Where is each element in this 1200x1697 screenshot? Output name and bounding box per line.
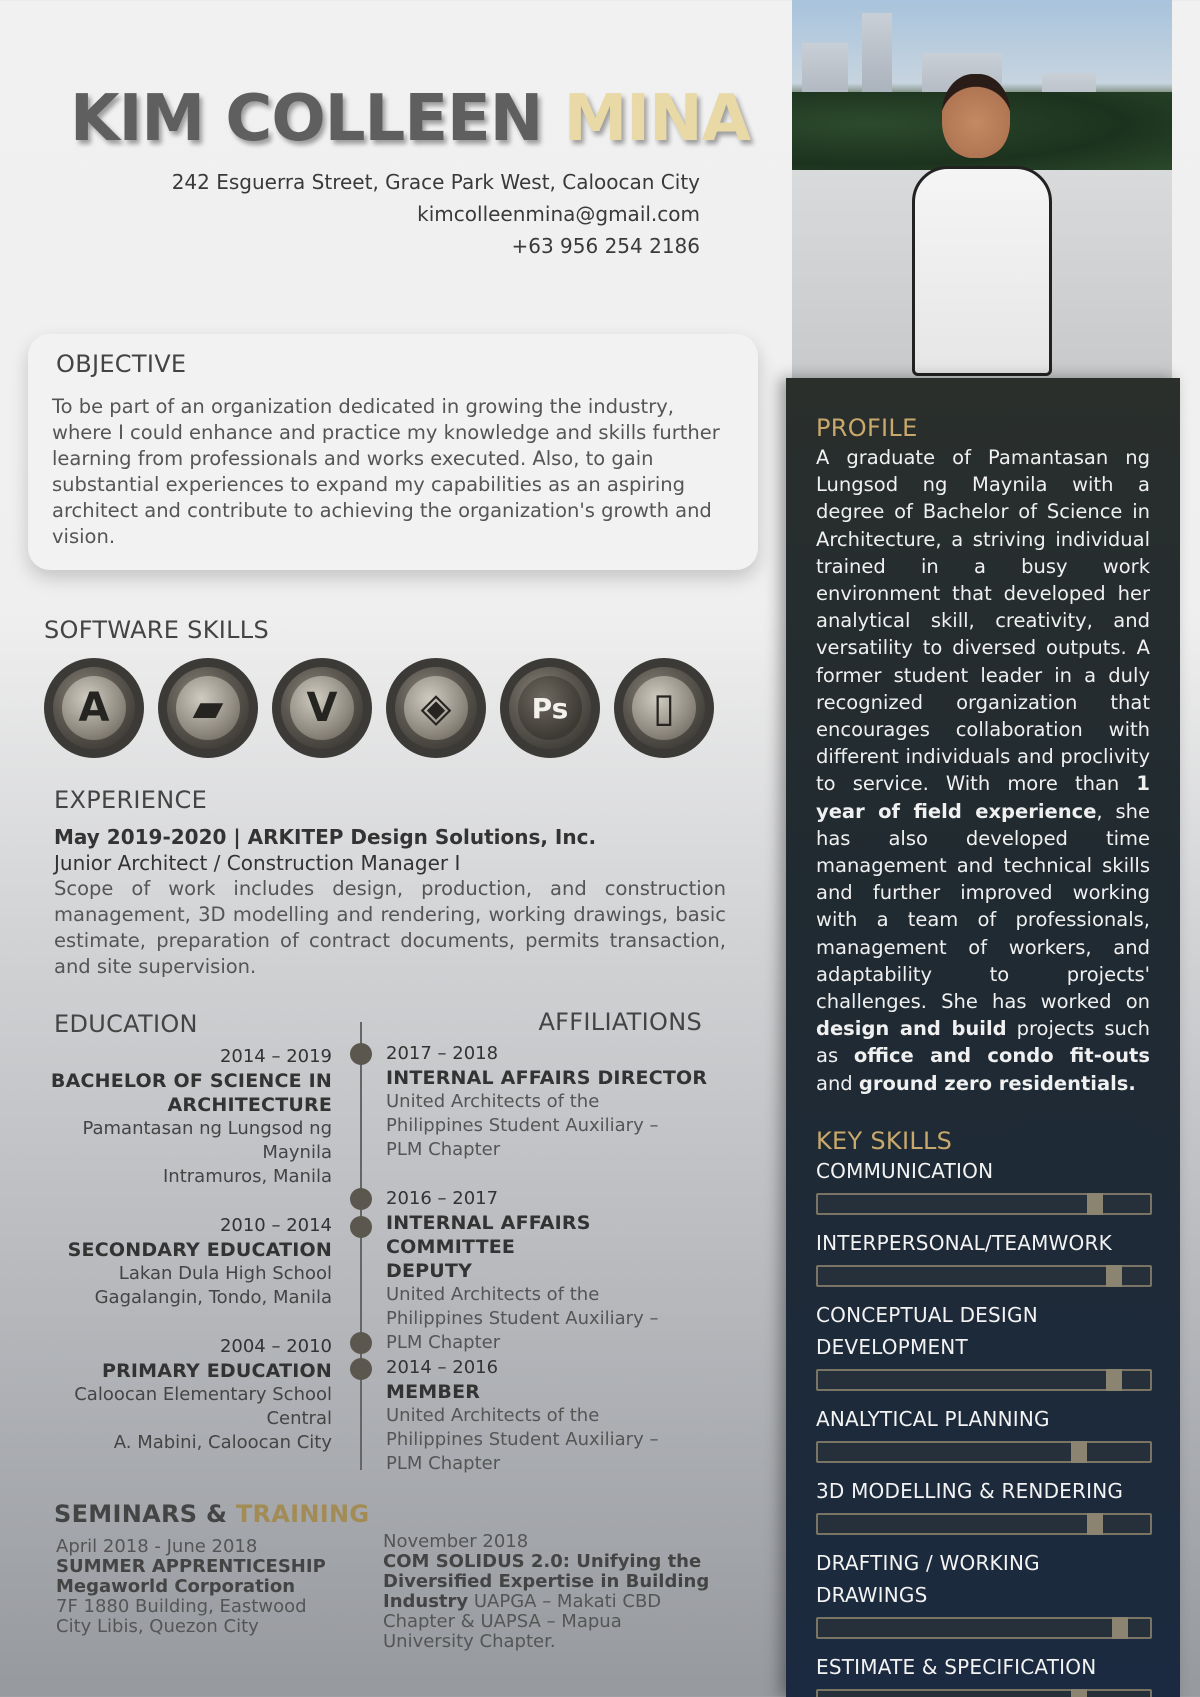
autocad-icon: A [44,658,144,758]
profile-highlight: design and build [816,1017,1007,1041]
affiliation-org: PLM Chapter [386,1139,501,1160]
sketchup-icon: ▰ [158,658,258,758]
education-years: 2014 – 2019 [219,1046,332,1067]
seminars-title-part: TRAINING [235,1500,370,1528]
skill-level-marker [1071,1689,1087,1697]
vray-icon: V [272,658,372,758]
profile-text-part: projects such as [816,1017,1150,1068]
skill-item [816,1299,1150,1391]
person-figure [904,74,1064,378]
education-school: Pamantasan ng Lungsod ng [82,1118,332,1139]
education-years: 2004 – 2010 [219,1336,332,1357]
seminar-name: SUMMER APPRENTICESHIP [56,1556,326,1577]
profile-highlight: office and condo fit-outs [853,1044,1150,1068]
affiliation-org: PLM Chapter [386,1453,501,1474]
timeline-dot [350,1216,372,1238]
skill-label: DRAFTING / WORKING [816,1550,1040,1575]
contact-block [172,166,700,262]
skill-label: INTERPERSONAL/TEAMWORK [816,1230,1112,1255]
education-item [2,1045,332,1189]
seminars-title-part: SEMINARS & [54,1500,228,1528]
affiliation-item [386,1042,726,1162]
skills-list [816,1155,1150,1697]
seminar-item [56,1537,386,1637]
key-skills-title: KEY SKILLS [816,1126,953,1155]
affiliation-org: PLM Chapter [386,1332,501,1353]
skill-item [816,1547,1150,1639]
skill-level-bar [816,1689,1152,1697]
affiliation-item [386,1356,726,1476]
software-skills-title: SOFTWARE SKILLS [44,616,269,644]
objective-title: OBJECTIVE [56,350,187,378]
education-school: Central [266,1408,332,1429]
timeline-dot [350,1332,372,1354]
photoshop-icon: Ps [500,658,600,758]
skill-label: DRAWINGS [816,1582,928,1607]
affiliation-org: Philippines Student Auxiliary – [386,1115,659,1136]
education-title: EDUCATION [54,1010,198,1038]
affiliation-years: 2017 – 2018 [386,1043,499,1064]
skill-level-marker [1106,1369,1122,1391]
profile-text [816,444,1150,1097]
seminar-name: Diversified Expertise in Building [383,1571,710,1592]
seminar-location: 7F 1880 Building, Eastwood [56,1596,307,1617]
education-degree: BACHELOR OF SCIENCE IN [50,1070,332,1092]
education-school: Caloocan Elementary School [74,1384,332,1405]
profile-highlight: ground zero residentials. [858,1071,1136,1095]
education-item [2,1214,332,1310]
first-name: KIM COLLEEN [70,82,543,156]
affiliation-role: INTERNAL AFFAIRS COMMITTEE [386,1212,591,1258]
seminar-item [383,1532,728,1652]
skill-item [816,1651,1150,1697]
education-school: Lakan Dula High School [118,1263,332,1284]
experience-role: Junior Architect / Construction Manager I [54,851,461,875]
experience-heading: May 2019-2020 | ARKITEP Design Solutions, Inc. [54,825,597,849]
profile-text-part: A graduate of Pamantasan ng Lungsod ng Maynila with a degree of Bachelor of Science in Architecture, a striving individual trained in a busy work environment that developed her analytical skill, creativity, and versatility to diversed outputs. A former student leader in a duly recognized organization that encourages collaboration with different individuals and proclivity to service. With more than [816,446,1150,796]
experience-description: Scope of work includes design, production, and construction management, 3D modelling and rendering, working drawings, basic estimate, preparation of contract documents, permits transaction, and site supervision. [54,877,726,978]
seminar-org: Megaworld Corporation [56,1576,296,1597]
skill-level-marker [1071,1441,1087,1463]
education-place: Intramuros, Manila [163,1166,332,1187]
email[interactable]: kimcolleenmina@gmail.com [417,202,700,226]
skill-level-bar [816,1193,1152,1215]
skill-item [816,1155,1150,1215]
seminar-date: November 2018 [383,1531,529,1552]
skill-item [816,1403,1150,1463]
skill-label: COMMUNICATION [816,1158,994,1183]
affiliation-role: INTERNAL AFFAIRS DIRECTOR [386,1067,708,1089]
seminar-date: April 2018 - June 2018 [56,1536,258,1557]
timeline-dot [350,1188,372,1210]
seminar-name: Industry [383,1591,469,1612]
skill-label: CONCEPTUAL DESIGN [816,1302,1038,1327]
skill-level-marker [1112,1617,1128,1639]
skill-level-marker [1087,1193,1103,1215]
affiliation-years: 2016 – 2017 [386,1188,499,1209]
skill-level-marker [1087,1513,1103,1535]
objective-card [28,334,758,570]
skill-level-bar [816,1513,1152,1535]
affiliation-org: United Architects of the [386,1284,600,1305]
affiliation-role: MEMBER [386,1381,481,1403]
affiliation-org: Philippines Student Auxiliary – [386,1429,659,1450]
address: 242 Esguerra Street, Grace Park West, Caloocan City [171,170,700,194]
seminar-location: City Libis, Quezon City [56,1616,259,1637]
candidate-name [70,82,751,156]
timeline-line [360,1022,362,1470]
education-item [2,1335,332,1455]
affiliation-item [386,1187,726,1355]
sidebar [786,378,1180,1697]
timeline-dot [350,1043,372,1065]
timeline-dot [350,1358,372,1380]
key-skills [816,1127,1150,1697]
skill-label: ANALYTICAL PLANNING [816,1406,1050,1431]
software-icons [44,658,714,758]
person-head [942,74,1010,158]
education-degree: SECONDARY EDUCATION [67,1239,332,1261]
affiliations-title: AFFILIATIONS [538,1008,702,1036]
education-degree: PRIMARY EDUCATION [101,1360,332,1382]
seminar-location: Chapter & UAPSA – Mapua [383,1611,622,1632]
3dsmax-icon: ◈ [386,658,486,758]
office-icon: ▯ [614,658,714,758]
seminar-location: University Chapter. [383,1631,556,1652]
person-body [912,166,1052,376]
skill-label: 3D MODELLING & RENDERING [816,1478,1124,1503]
profile-text-part: and [816,1071,859,1095]
phone: +63 956 254 2186 [511,234,700,258]
skill-label: ESTIMATE & SPECIFICATION [816,1654,1097,1679]
skill-level-marker [1106,1265,1122,1287]
education-place: A. Mabini, Caloocan City [113,1432,332,1453]
education-school: Maynila [262,1142,332,1163]
profile-photo [792,0,1172,378]
skill-label: DEVELOPMENT [816,1334,968,1359]
experience-title: EXPERIENCE [54,786,208,814]
profile-highlight: 1 year of field experience [816,772,1150,823]
seminars-title [54,1500,369,1528]
education-place: Gagalangin, Tondo, Manila [94,1287,332,1308]
experience-section [54,786,726,980]
profile-text-part: , she has also developed time management and technical skills and further improved working with a team of professionals, management of workers, and adaptability to projects' challenges. She has worked on [816,799,1150,1014]
seminar-location: UAPGA – Makati CBD [468,1591,662,1612]
last-name: MINA [563,82,751,156]
skill-level-bar [816,1369,1152,1391]
affiliation-years: 2014 – 2016 [386,1357,499,1378]
education-years: 2010 – 2014 [219,1215,332,1236]
skill-level-bar [816,1617,1152,1639]
profile-title: PROFILE [816,414,918,442]
seminar-name: COM SOLIDUS 2.0: Unifying the [383,1551,702,1572]
affiliation-role: DEPUTY [386,1260,473,1282]
skill-level-bar [816,1441,1152,1463]
affiliation-org: United Architects of the [386,1091,600,1112]
skill-item [816,1227,1150,1287]
skill-level-bar [816,1265,1152,1287]
affiliation-org: United Architects of the [386,1405,600,1426]
affiliation-org: Philippines Student Auxiliary – [386,1308,659,1329]
skill-item [816,1475,1150,1535]
education-degree: ARCHITECTURE [167,1094,332,1116]
objective-text: To be part of an organization dedicated in growing the industry, where I could enhance and practice my knowledge and skills further learning from professionals and works executed. Also, to gain substantial experiences to expand my capabilities as an aspiring architect and contribute to achieving the organization's growth and vision. [52,395,720,548]
